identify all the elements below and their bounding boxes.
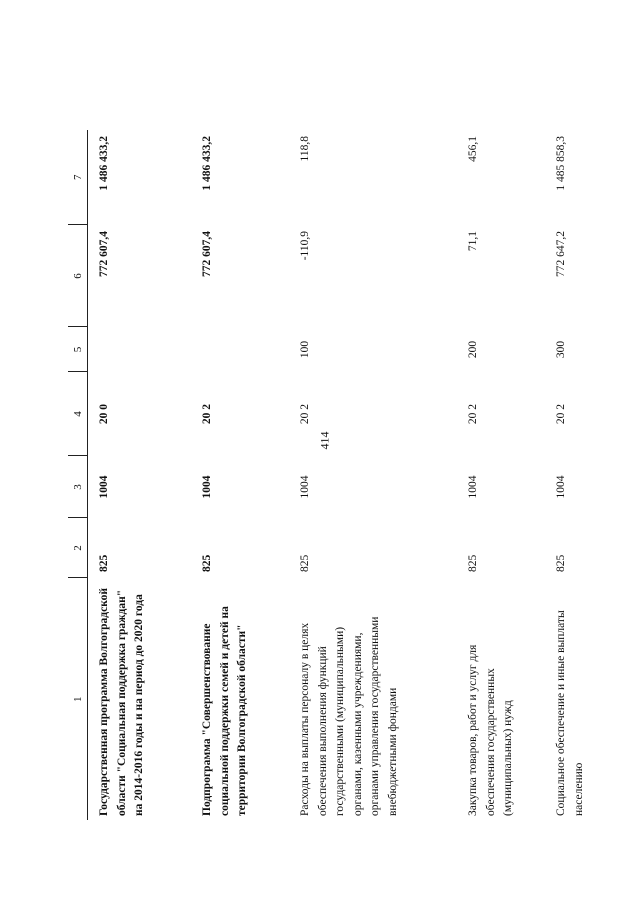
row-name: Закупка товаров, работ и услуг для обеспечения государственных (муниципальных) нужд — [467, 644, 514, 816]
row-amount-7: 1 486 433,2 — [98, 136, 110, 191]
row-target: 20 2 — [201, 403, 213, 425]
header-col-6: 6 — [68, 225, 88, 327]
row-amount-6: 772 607,4 — [201, 231, 213, 277]
table-row — [191, 130, 289, 820]
row-amount-6: 772 607,4 — [98, 231, 110, 277]
row-name: Расходы на выплаты персоналу в целях обеспечения выполнения функций государственными (муниципальными) органами, казенными учреждениями, органами управления государственными внебюджетными фондами — [299, 616, 399, 816]
row-amount-7: 1 486 433,2 — [201, 136, 213, 191]
row-target: 20 2 — [467, 403, 479, 425]
table-row — [88, 130, 192, 820]
header-col-3: 3 — [68, 456, 88, 518]
row-name: Социальное обеспечение и иные выплаты населению — [555, 610, 585, 816]
row-amount-6: -110,9 — [299, 231, 311, 261]
row-code: 825 — [299, 554, 311, 572]
header-row — [68, 130, 88, 820]
rotated-table-container — [68, 130, 588, 820]
row-amount-7: 118,8 — [299, 136, 311, 162]
row-type — [88, 327, 192, 372]
header-col-1: 1 — [68, 578, 88, 820]
page-number: 414 — [317, 431, 332, 450]
row-type: 200 — [467, 340, 479, 359]
table-row — [545, 130, 613, 820]
header-col-2: 2 — [68, 518, 88, 578]
header-col-5: 5 — [68, 327, 88, 372]
row-amount-7: 456,1 — [467, 136, 479, 162]
row-section: 1004 — [201, 475, 213, 499]
row-amount-6: 71,1 — [467, 231, 479, 252]
row-target: 20 0 — [98, 403, 110, 425]
row-name: Государственная программа Волгоградской области "Социальная поддержка граждан" на 2014-2016 годы и на период до 2020 года — [98, 587, 145, 816]
row-amount-7: 1 485 858,3 — [555, 136, 567, 191]
row-amount-6: 772 647,2 — [555, 231, 567, 277]
header-col-4: 4 — [68, 372, 88, 456]
table-row — [457, 130, 545, 820]
row-section: 1004 — [98, 475, 110, 499]
header-col-7: 7 — [68, 130, 88, 225]
row-name: Подпрограмма "Совершенствование социальной поддержки семей и детей на территории Волгоградской области" — [201, 606, 248, 816]
row-section: 1004 — [467, 475, 479, 499]
row-target: 20 2 — [299, 403, 311, 425]
row-type: 100 — [299, 340, 311, 359]
row-code: 825 — [555, 554, 567, 572]
row-code: 825 — [98, 554, 110, 572]
table-row — [289, 130, 457, 820]
row-type: 300 — [555, 340, 567, 359]
budget-table — [68, 130, 613, 820]
row-section: 1004 — [299, 475, 311, 499]
row-target: 20 2 — [555, 403, 567, 425]
row-code: 825 — [201, 554, 213, 572]
row-code: 825 — [467, 554, 479, 572]
row-type — [191, 327, 289, 372]
row-section: 1004 — [555, 475, 567, 499]
